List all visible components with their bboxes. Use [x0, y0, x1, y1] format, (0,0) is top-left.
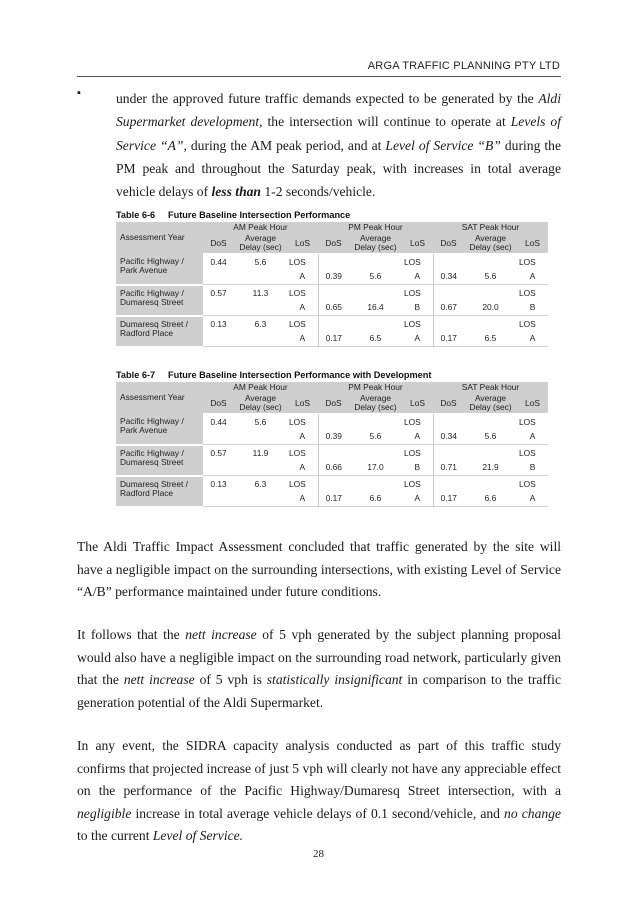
- text-run: to the current: [77, 828, 153, 844]
- header-rule: [77, 76, 561, 77]
- row-intersection-name: [116, 445, 203, 476]
- los-label: LOS: [289, 288, 306, 298]
- table-row: [116, 445, 548, 476]
- cell-sat-delay: [464, 285, 517, 316]
- text-run: under the approved future traffic demands expected to be generated by the: [116, 91, 539, 106]
- header-dos: DoS: [433, 393, 464, 414]
- cell-sat-delay: [464, 254, 517, 285]
- header-text: Average: [359, 393, 392, 403]
- cell-pm-dos: [318, 285, 349, 316]
- los-grade: A: [299, 493, 306, 503]
- cell-sat-delay: [464, 414, 517, 445]
- los-grade: A: [299, 462, 306, 472]
- los-label: LOS: [404, 448, 421, 458]
- header-dos: DoS: [318, 393, 349, 414]
- header-avg-delay: [464, 233, 517, 254]
- los-grade: B: [529, 302, 536, 312]
- los-grade: A: [414, 493, 421, 503]
- cell-sat-los: [517, 316, 548, 347]
- los-label: LOS: [289, 319, 306, 329]
- cell-am-los: [287, 445, 318, 476]
- row-intersection-name: [116, 254, 203, 285]
- los-label: LOS: [519, 448, 536, 458]
- header-los: LoS: [517, 233, 548, 254]
- header-los: LoS: [402, 233, 433, 254]
- header-dos: DoS: [203, 233, 234, 254]
- los-grade: A: [299, 431, 306, 441]
- cell-sat-dos: [433, 316, 464, 347]
- intersection-name-line: Dumaresq Street /: [120, 478, 188, 489]
- text-run: , the intersection will continue to operate at: [259, 114, 511, 130]
- header-text: Average: [359, 233, 392, 243]
- delay-value: 6.3: [254, 479, 267, 489]
- header-sat-peak: SAT Peak Hour: [433, 222, 548, 233]
- los-grade: B: [414, 302, 421, 312]
- cell-pm-delay: [349, 476, 402, 507]
- dos-value: 0.44: [210, 257, 227, 267]
- dos-value: 0.71: [440, 462, 457, 472]
- dos-value: 0.34: [440, 271, 457, 281]
- table-row: [116, 285, 548, 316]
- cell-pm-los: [402, 285, 433, 316]
- header-text: Delay (sec): [469, 242, 512, 252]
- dos-value: 0.67: [440, 302, 457, 312]
- text-run-bold-italic: less than: [211, 184, 261, 200]
- bullet-square-icon: ▪: [77, 87, 81, 99]
- header-text: Average: [474, 393, 507, 403]
- los-grade: A: [529, 333, 536, 343]
- los-grade: A: [529, 431, 536, 441]
- dos-value: 0.57: [210, 288, 227, 298]
- los-grade: A: [299, 271, 306, 281]
- text-run-italic: statistically insignificant: [266, 672, 403, 688]
- header-avg-delay: [234, 393, 287, 414]
- delay-value: 5.6: [254, 417, 267, 427]
- dos-value: 0.17: [325, 493, 342, 503]
- header-am-peak: AM Peak Hour: [203, 222, 318, 233]
- cell-pm-delay: [349, 285, 402, 316]
- text-run-italic: nett increase: [123, 672, 195, 688]
- running-header: ARGA TRAFFIC PLANNING PTY LTD: [367, 60, 560, 72]
- cell-sat-delay: [464, 316, 517, 347]
- cell-sat-los: [517, 254, 548, 285]
- row-intersection-name: [116, 285, 203, 316]
- intersection-name-line: Dumaresq Street /: [120, 318, 188, 329]
- dos-value: 0.17: [325, 333, 342, 343]
- los-label: LOS: [519, 257, 536, 267]
- intersection-name-line: Pacific Highway /: [120, 255, 184, 266]
- header-text: Delay (sec): [239, 242, 282, 252]
- cell-pm-dos: [318, 254, 349, 285]
- cell-sat-dos: [433, 414, 464, 445]
- cell-sat-dos: [433, 254, 464, 285]
- delay-value: 11.9: [252, 448, 269, 458]
- delay-value: 6.5: [484, 333, 497, 343]
- text-run: , during the AM peak period, and at: [183, 137, 386, 153]
- cell-pm-dos: [318, 414, 349, 445]
- cell-pm-dos: [318, 316, 349, 347]
- table-caption: [116, 210, 350, 220]
- header-text: Delay (sec): [239, 402, 282, 412]
- header-avg-delay: [234, 233, 287, 254]
- table-row: [116, 316, 548, 347]
- cell-am-delay: [234, 414, 287, 445]
- cell-am-dos: [203, 476, 234, 507]
- text-run: In any event, the SIDRA capacity analysis conducted as part of this traffic study confirms that projected increase of just 5 vph will clearly not have any appreciable effect on the performance of the Pacific Highway/Dumaresq Street intersection, with a: [77, 738, 561, 799]
- los-grade: A: [299, 333, 306, 343]
- los-grade: A: [529, 493, 536, 503]
- text-run: during the PM peak and throughout the Saturday peak, with increases in total average vehicle delays of: [116, 137, 561, 200]
- dos-value: 0.57: [210, 448, 227, 458]
- text-run: in comparison to the traffic generation potential of the Aldi Supermarket.: [77, 672, 561, 710]
- header-pm-peak: PM Peak Hour: [318, 222, 433, 233]
- cell-pm-dos: [318, 445, 349, 476]
- text-run: of 5 vph generated by the subject planning proposal would also have a negligible impact on the surrounding road network, particularly given that the: [77, 627, 561, 688]
- table-number: Table 6-7: [116, 370, 156, 380]
- dos-value: 0.44: [210, 417, 227, 427]
- header-text: Delay (sec): [354, 402, 397, 412]
- text-run-italic: Levels of Service “A”: [116, 114, 561, 153]
- los-label: LOS: [519, 479, 536, 489]
- intersection-name-line: Park Avenue: [120, 264, 168, 275]
- los-label: LOS: [519, 288, 536, 298]
- los-grade: A: [414, 271, 421, 281]
- dos-value: 0.13: [210, 319, 227, 329]
- paragraph-nett-increase: [77, 624, 561, 714]
- dos-value: 0.39: [325, 271, 342, 281]
- los-label: LOS: [404, 479, 421, 489]
- text-run-italic: negligible: [77, 805, 132, 821]
- dos-value: 0.34: [440, 431, 457, 441]
- cell-pm-delay: [349, 254, 402, 285]
- text-run: It follows that the: [77, 627, 186, 642]
- table-row: [116, 254, 548, 285]
- dos-value: 0.66: [325, 462, 342, 472]
- cell-am-dos: [203, 316, 234, 347]
- dos-value: 0.13: [210, 479, 227, 489]
- delay-value: 20.0: [482, 302, 499, 312]
- cell-pm-delay: [349, 316, 402, 347]
- intersection-name-line: Pacific Highway /: [120, 447, 184, 458]
- cell-sat-los: [517, 414, 548, 445]
- header-los: LoS: [402, 393, 433, 414]
- table-future-baseline-with-development: [116, 382, 548, 508]
- bullet-text: [116, 87, 561, 203]
- delay-value: 5.6: [254, 257, 267, 267]
- cell-am-dos: [203, 254, 234, 285]
- delay-value: 6.6: [484, 493, 497, 503]
- cell-pm-delay: [349, 414, 402, 445]
- row-intersection-name: [116, 476, 203, 507]
- los-grade: A: [414, 431, 421, 441]
- cell-sat-dos: [433, 476, 464, 507]
- header-pm-peak: PM Peak Hour: [318, 382, 433, 393]
- header-dos: DoS: [203, 393, 234, 414]
- delay-value: 6.5: [369, 333, 382, 343]
- delay-value: 16.4: [367, 302, 384, 312]
- text-run-italic: Level of Service.: [152, 828, 244, 844]
- cell-sat-los: [517, 476, 548, 507]
- delay-value: 5.6: [369, 271, 382, 281]
- intersection-name-line: Pacific Highway /: [120, 287, 184, 298]
- header-los: LoS: [287, 233, 318, 254]
- los-label: LOS: [289, 417, 306, 427]
- dos-value: 0.17: [440, 493, 457, 503]
- los-label: LOS: [289, 479, 306, 489]
- cell-am-los: [287, 285, 318, 316]
- text-run-italic: nett increase: [185, 627, 257, 642]
- text-run: increase in total average vehicle delays of 0.1 second/vehicle, and: [131, 805, 505, 821]
- header-text: Average: [244, 393, 277, 403]
- cell-am-delay: [234, 445, 287, 476]
- intersection-name-line: Radford Place: [120, 487, 174, 498]
- los-label: LOS: [519, 319, 536, 329]
- header-am-peak: AM Peak Hour: [203, 382, 318, 393]
- row-intersection-name: [116, 316, 203, 347]
- cell-pm-los: [402, 414, 433, 445]
- cell-sat-los: [517, 285, 548, 316]
- delay-value: 11.3: [252, 288, 269, 298]
- header-text: Average: [244, 233, 277, 243]
- text-run-italic: Level of Service “B”: [385, 137, 501, 153]
- table-future-baseline: [116, 222, 548, 348]
- intersection-name-line: Radford Place: [120, 327, 174, 338]
- intersection-name-line: Dumaresq Street: [120, 296, 184, 307]
- delay-value: 5.6: [369, 431, 382, 441]
- text-run: 1-2 seconds/vehicle.: [260, 184, 376, 200]
- cell-sat-delay: [464, 476, 517, 507]
- intersection-name-line: Pacific Highway /: [120, 415, 184, 426]
- intersection-name-line: Dumaresq Street: [120, 456, 184, 467]
- los-label: LOS: [404, 417, 421, 427]
- cell-am-dos: [203, 285, 234, 316]
- cell-sat-delay: [464, 445, 517, 476]
- header-text: Average: [474, 233, 507, 243]
- text-run-italic: no change: [504, 805, 561, 821]
- header-dos: DoS: [433, 233, 464, 254]
- bullet-paragraph: [77, 87, 561, 203]
- table-title: Future Baseline Intersection Performance with Development: [168, 370, 432, 380]
- header-avg-delay: [349, 233, 402, 254]
- paragraph-sidra-analysis: [77, 735, 561, 848]
- header-avg-delay: [464, 393, 517, 414]
- los-grade: B: [529, 462, 536, 472]
- table-title: Future Baseline Intersection Performance: [168, 210, 351, 220]
- page-number: 28: [313, 848, 324, 860]
- delay-value: 5.6: [484, 271, 497, 281]
- cell-pm-delay: [349, 445, 402, 476]
- header-text: Delay (sec): [469, 402, 512, 412]
- cell-am-dos: [203, 445, 234, 476]
- los-label: LOS: [404, 288, 421, 298]
- cell-sat-los: [517, 445, 548, 476]
- table-caption: [116, 370, 431, 380]
- text-run-italic: Aldi Supermarket development: [116, 91, 561, 130]
- los-grade: A: [529, 271, 536, 281]
- delay-value: 6.3: [254, 319, 267, 329]
- cell-am-los: [287, 316, 318, 347]
- cell-am-los: [287, 476, 318, 507]
- los-grade: A: [299, 302, 306, 312]
- delay-value: 5.6: [484, 431, 497, 441]
- header-assessment-year: Assessment Year: [116, 382, 203, 414]
- cell-pm-dos: [318, 476, 349, 507]
- header-sat-peak: SAT Peak Hour: [433, 382, 548, 393]
- cell-pm-los: [402, 254, 433, 285]
- cell-am-los: [287, 254, 318, 285]
- cell-pm-los: [402, 476, 433, 507]
- text-run: of 5 vph is: [194, 672, 267, 688]
- cell-am-delay: [234, 254, 287, 285]
- header-dos: DoS: [318, 233, 349, 254]
- row-intersection-name: [116, 414, 203, 445]
- delay-value: 17.0: [367, 462, 384, 472]
- los-label: LOS: [404, 257, 421, 267]
- cell-sat-dos: [433, 285, 464, 316]
- cell-pm-los: [402, 316, 433, 347]
- los-grade: A: [414, 333, 421, 343]
- table-row: [116, 414, 548, 445]
- los-label: LOS: [289, 257, 306, 267]
- cell-pm-los: [402, 445, 433, 476]
- los-grade: B: [414, 462, 421, 472]
- cell-am-dos: [203, 414, 234, 445]
- dos-value: 0.39: [325, 431, 342, 441]
- header-los: LoS: [287, 393, 318, 414]
- header-assessment-year: Assessment Year: [116, 222, 203, 254]
- table-number: Table 6-6: [116, 210, 156, 220]
- header-text: Delay (sec): [354, 242, 397, 252]
- header-los: LoS: [517, 393, 548, 414]
- cell-am-delay: [234, 476, 287, 507]
- los-label: LOS: [519, 417, 536, 427]
- delay-value: 6.6: [369, 493, 382, 503]
- cell-am-delay: [234, 285, 287, 316]
- paragraph-aldi-tia: The Aldi Traffic Impact Assessment concluded that traffic generated by the site will have a negligible impact on the surrounding intersections, with existing Level of Service “A/B” performance maintained under future conditions.: [77, 539, 561, 600]
- los-label: LOS: [404, 319, 421, 329]
- cell-am-los: [287, 414, 318, 445]
- dos-value: 0.17: [440, 333, 457, 343]
- header-avg-delay: [349, 393, 402, 414]
- delay-value: 21.9: [482, 462, 499, 472]
- cell-sat-dos: [433, 445, 464, 476]
- intersection-name-line: Park Avenue: [120, 424, 168, 435]
- table-row: [116, 476, 548, 507]
- cell-am-delay: [234, 316, 287, 347]
- los-label: LOS: [289, 448, 306, 458]
- dos-value: 0.65: [325, 302, 342, 312]
